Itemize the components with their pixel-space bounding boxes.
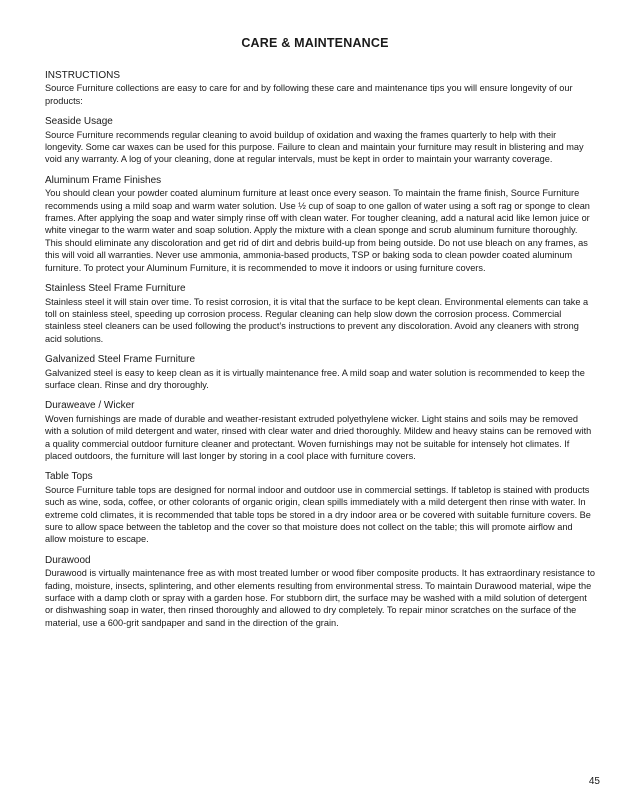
section-aluminum-frame-finishes bbox=[45, 175, 595, 274]
section-duraweave-wicker bbox=[45, 400, 595, 462]
section-text: Woven furnishings are made of durable and weather-resistant extruded polyethylene wicker. Light stains and soils may be removed with a solution of mild detergent and water, rinsed with clear water and dried thoroughly. Mildew and heavy stains can be removed with a quality commercial outdoor furniture cleaner and protectant. Woven furnishings may not be suitable for intensely hot climates. If placed outdoors, the furniture will last longer by storing in a cool place with furniture covers. bbox=[45, 413, 592, 461]
section-heading: Table Tops bbox=[45, 471, 93, 483]
document-body bbox=[45, 70, 595, 638]
section-heading: Aluminum Frame Finishes bbox=[45, 174, 162, 186]
section-seaside-usage bbox=[45, 116, 595, 166]
section-heading: Galvanized Steel Frame Furniture bbox=[45, 354, 196, 366]
section-heading: Stainless Steel Frame Furniture bbox=[45, 283, 186, 295]
section-text: Source Furniture table tops are designed for normal indoor and outdoor use in commercial settings. If tabletop is stained with products such as wine, soda, coffee, or other colorants of organic origin, clean spills immediately with a mild detergent then rinse with water. In extreme cold climates, it is recommended that table tops be stored in a dry indoor area or be covered with suitable furniture covers. Be sure to allow space between the tabletop and the cover so that moisture does not collect on the table; this will promote airflow and allow moisture to escape. bbox=[45, 484, 591, 545]
page-number: 45 bbox=[588, 776, 600, 787]
section-text: You should clean your powder coated aluminum furniture at least once every season. To maintain the frame finish, Source Furniture recommends using a mild soap and warm water solution. Use ½ cup of soap to one gallon of water using a soft rag or sponge to clean frames. After applying the soap and water simply rinse off with clean water. For tougher cleaning, add a natural acid like lemon juice or white vinegar to the warm water and soap solution. Apply the mixture with a clean sponge and scrub aluminum furniture thoroughly. This should eliminate any discoloration and get rid of dirt and debris build-up from being outside. Do not use bleach on any frames, as this will void all warranties. Never use ammonia, ammonia-based products, TSP or baking soda to clean powder coated aluminum furniture. To protect your Aluminum Furniture, it is recommended to move it indoors or using furniture covers. bbox=[45, 188, 590, 273]
section-galvanized-steel bbox=[45, 354, 595, 391]
page-title: CARE & MAINTENANCE bbox=[241, 36, 389, 50]
section-table-tops bbox=[45, 471, 595, 545]
section-stainless-steel bbox=[45, 283, 595, 345]
section-text: Source Furniture recommends regular cleaning to avoid buildup of oxidation and waxing the frames quarterly to help with their longevity. Some car waxes can be used for this purpose. Failure to clean and maintain your furniture may result in blistering and may void any warranty. A log of your cleaning, done at regular intervals, must be kept in order to maintain your warranty coverage. bbox=[45, 129, 584, 165]
section-text: Stainless steel it will stain over time. To resist corrosion, it is vital that the surface to be kept clean. Environmental elements can take a toll on stainless steel, speeding up corrosion process. Regular cleaning can help slow down the corrosion process. Commercial stainless steel cleaners can be used following the product’s instructions to prevent any discoloration. Avoid any cleaners with strong acid solutions. bbox=[45, 296, 589, 344]
section-durawood bbox=[45, 555, 595, 629]
section-heading: INSTRUCTIONS bbox=[45, 70, 120, 81]
section-text: Galvanized steel is easy to keep clean as it is virtually maintenance free. A mild soap and water solution is recommended to keep the surface clean. Rinse and dry thoroughly. bbox=[45, 367, 585, 390]
section-text: Durawood is virtually maintenance free as with most treated lumber or wood fiber composite products. It has extraordinary resistance to fading, moisture, insects, splintering, and other elements resulting from environmental stress. To maintain Durawood material, wipe the surface with a damp cloth or spray with a garden hose. For stubborn dirt, the surface may be washed with a mild solution of detergent or dishwashing soap in water, then rinsed thoroughly and allowed to dry completely. To repair minor scratches on the surface of the material, use a 600-grit sandpaper and sand in the direction of the grain. bbox=[45, 568, 595, 628]
section-heading: Durawood bbox=[45, 554, 91, 566]
section-text: Source Furniture collections are easy to care for and by following these care and maintenance tips you will ensure longevity of our products: bbox=[45, 83, 573, 106]
section-instructions bbox=[45, 70, 595, 107]
section-heading: Seaside Usage bbox=[45, 116, 113, 128]
section-heading: Duraweave / Wicker bbox=[45, 400, 135, 412]
